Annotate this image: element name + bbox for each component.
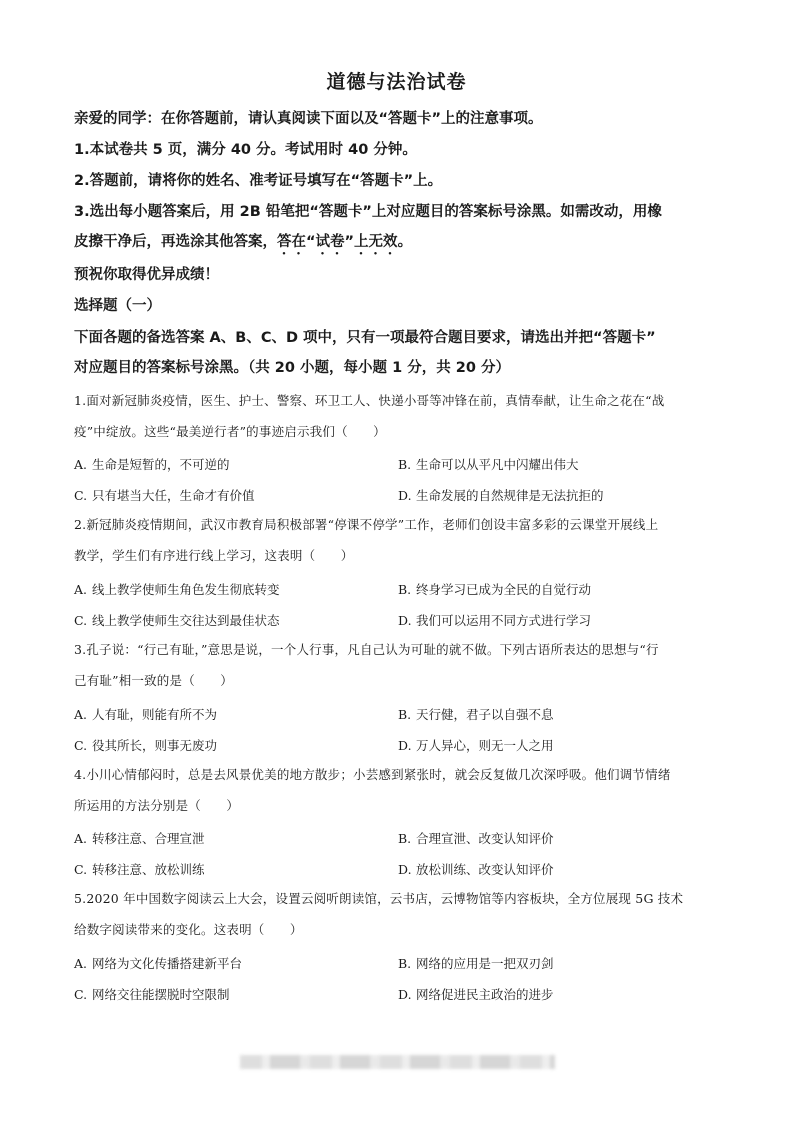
option-text: 合理宣泄、改变认知评价 [416,831,554,846]
question-5-stem [74,883,724,945]
option-letter: B. [398,956,412,971]
option-text: 线上教学使师生角色发生彻底转变 [92,582,280,597]
option-letter: B. [398,707,412,722]
option-letter: D. [398,488,412,503]
question-stem-line: 己有耻”相一致的是（ ） [74,673,233,688]
option-text: 只有堪当大任，生命才有价值 [92,488,255,503]
question-stem-line: 疫”中绽放。这些“最美逆行者”的事迹启示我们（ ） [74,424,386,439]
notice-item-3-line-2 [74,227,734,258]
option-a[interactable] [74,705,217,723]
notice-item-1: 1.本试卷共 5 页，满分 40 分。考试用时 40 分钟。 [74,142,417,158]
option-d[interactable] [398,486,604,504]
option-a[interactable] [74,829,205,847]
question-1-stem [74,385,724,447]
option-letter: C. [74,613,88,628]
notice-item-3-line-1: 3.选出每小题答案后，用 2B 铅笔把“答题卡”上对应题目的答案标号涂黑。如需改动，用橡 [74,204,662,220]
option-letter: A. [74,457,88,472]
option-letter: B. [398,831,412,846]
question-stem-line: 3.孔子说：“行己有耻，”意思是说，一个人行事，凡自己认为可耻的就不做。下列古语所表达的思想与“行 [74,642,659,657]
option-text: 我们可以运用不同方式进行学习 [416,613,592,628]
option-letter: D. [398,613,412,628]
question-stem-line: 5.2020 年中国数字阅读云上大会，设置云阅听朗读馆，云书店，云博物馆等内容板块，全方位展现 5G 技术 [74,891,684,906]
option-b[interactable] [398,954,554,972]
option-b[interactable] [398,455,579,473]
option-c[interactable] [74,860,205,878]
option-letter: D. [398,862,412,877]
notice-item-3-emphasis: 答在“试卷”上无效 [277,234,398,250]
question-2-stem [74,509,724,571]
notice-item-2: 2.答题前，请将你的姓名、准考证号填写在“答题卡”上。 [74,173,443,189]
option-letter: C. [74,862,88,877]
option-c[interactable] [74,736,217,754]
question-stem-line: 4.小川心情郁闷时，总是去风景优美的地方散步；小芸感到紧张时，就会反复做几次深呼吸。他们调节情绪 [74,767,671,782]
option-c[interactable] [74,985,230,1003]
option-text: 网络的应用是一把双刃剑 [416,956,554,971]
option-letter: A. [74,956,88,971]
option-text: 放松训练、改变认知评价 [416,862,554,877]
option-b[interactable] [398,705,554,723]
option-a[interactable] [74,580,280,598]
option-b[interactable] [398,829,554,847]
option-d[interactable] [398,985,554,1003]
question-3-stem [74,634,724,696]
option-d[interactable] [398,611,591,629]
question-stem-line: 所运用的方法分别是（ ） [74,798,240,813]
question-stem-line: 2.新冠肺炎疫情期间，武汉市教育局积极部署“停课不停学”工作，老师们创设丰富多彩的云课堂开展线上 [74,517,659,532]
option-d[interactable] [398,860,554,878]
option-text: 线上教学使师生交往达到最佳状态 [92,613,280,628]
section-heading: 选择题（一） [74,298,161,314]
notice-item-3-end: 。 [397,234,413,250]
option-a[interactable] [74,954,242,972]
option-text: 生命发展的自然规律是无法抗拒的 [416,488,604,503]
option-letter: A. [74,707,88,722]
option-a[interactable] [74,455,230,473]
question-4-stem [74,759,724,821]
section-instruction-line-1: 下面各题的备选答案 A、B、C、D 项中，只有一项最符合题目要求，请选出并把“答题卡” [74,330,656,346]
option-c[interactable] [74,611,280,629]
question-stem-line: 给数字阅读带来的变化。这表明（ ） [74,922,303,937]
option-text: 生命是短暂的，不可逆的 [92,457,230,472]
notice-wish: 预祝你取得优异成绩！ [74,267,219,283]
option-letter: C. [74,738,88,753]
notice-item-3-text: 皮擦干净后，再选涂其他答案， [74,234,277,250]
option-d[interactable] [398,736,554,754]
option-text: 转移注意、合理宣泄 [92,831,205,846]
option-c[interactable] [74,486,255,504]
page-title: 道德与法治试卷 [326,71,467,93]
option-letter: B. [398,457,412,472]
option-text: 转移注意、放松训练 [92,862,205,877]
option-letter: C. [74,987,88,1002]
option-text: 役其所长，则事无废功 [92,738,218,753]
option-text: 网络为文化传播搭建新平台 [92,956,243,971]
option-letter: C. [74,488,88,503]
option-text: 万人异心，则无一人之用 [416,738,554,753]
option-text: 终身学习已成为全民的自觉行动 [416,582,592,597]
option-letter: D. [398,987,412,1002]
question-stem-line: 教学，学生们有序进行线上学习，这表明（ ） [74,548,354,563]
option-text: 人有耻，则能有所不为 [92,707,218,722]
option-letter: A. [74,831,88,846]
option-letter: A. [74,582,88,597]
option-letter: B. [398,582,412,597]
option-b[interactable] [398,580,591,598]
option-text: 网络交往能摆脱时空限制 [92,987,230,1002]
blurred-footer-watermark [240,1055,555,1069]
option-text: 天行健，君子以自强不息 [416,707,554,722]
option-letter: D. [398,738,412,753]
option-text: 生命可以从平凡中闪耀出伟大 [416,457,579,472]
section-instruction-line-2: 对应题目的答案标号涂黑。（共 20 小题，每小题 1 分，共 20 分） [74,360,510,376]
option-text: 网络促进民主政治的进步 [416,987,554,1002]
question-stem-line: 1.面对新冠肺炎疫情，医生、护士、警察、环卫工人、快递小哥等冲锋在前，真情奉献，让生命之花在“战 [74,393,665,408]
notice-greeting: 亲爱的同学：在你答题前，请认真阅读下面以及“答题卡”上的注意事项。 [74,111,543,127]
